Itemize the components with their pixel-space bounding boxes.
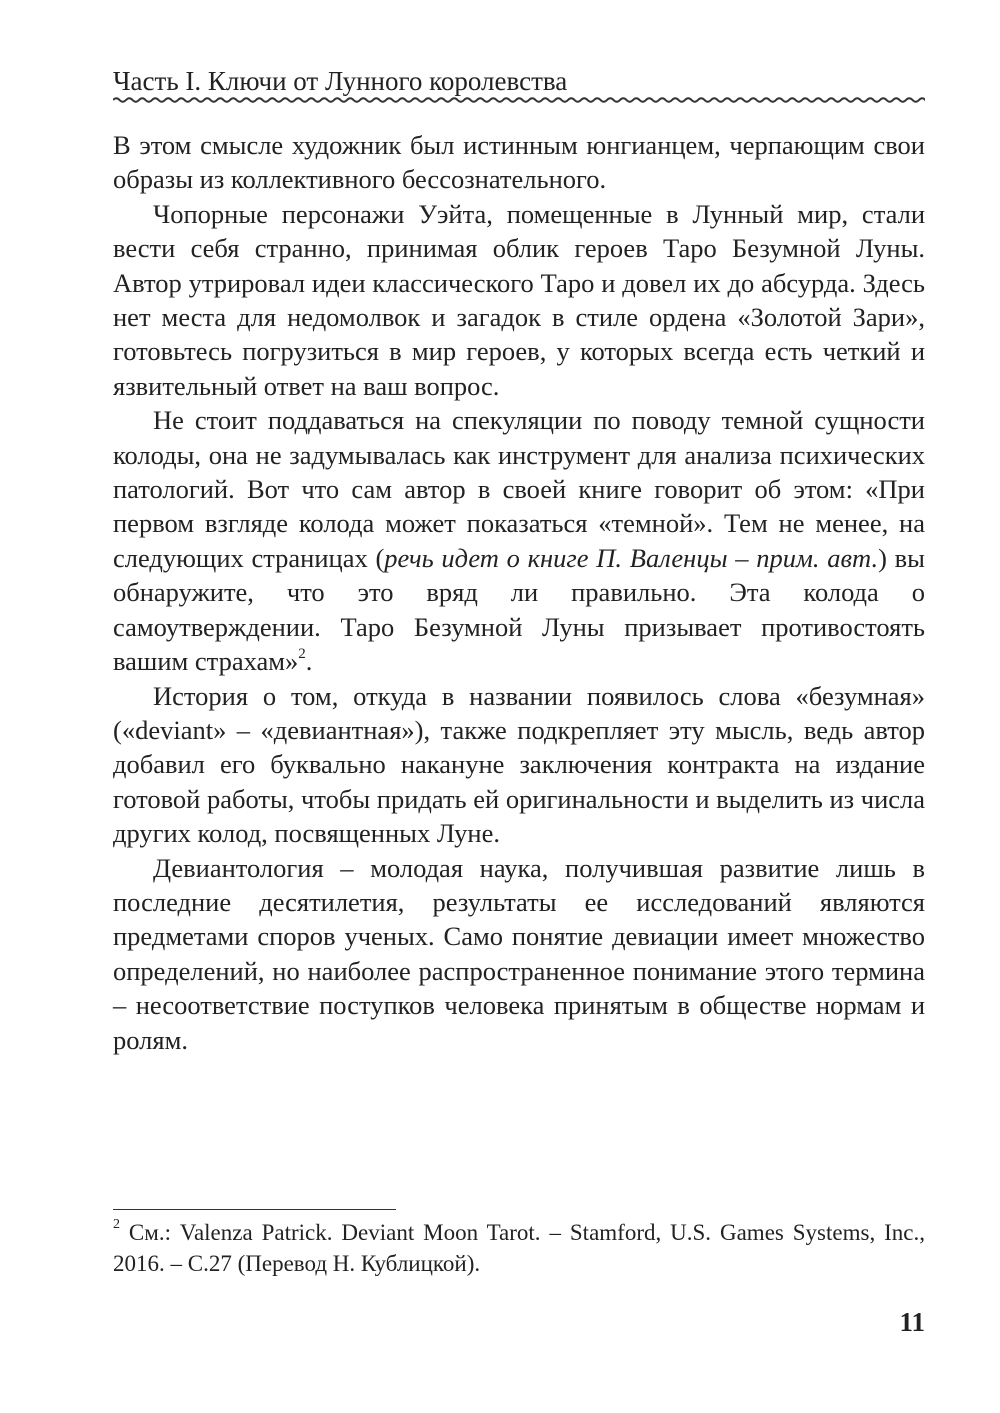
paragraph-3-text-a: Не стоит поддаваться на спекуляции по поводу темной сущности колоды, она не задумывалась как инструмент для анализа психических патологий. Вот что сам автор в своей книге говорит об этом: «При первом взгляде колода может показаться «темной». Тем не менее, на следующих страницах ( — [113, 405, 925, 573]
paragraph-2: Чопорные персонажи Уэйта, помещенные в Лунный мир, стали вести себя странно, принимая облик героев Таро Безумной Луны. Автор утрировал идеи классического Таро и довел их до абсурда. Здесь нет места для недомолвок и загадок в стиле ордена «Золотой Зари», готовьтесь погрузиться в мир героев, у которых всегда есть четкий и язвительный ответ на ваш вопрос. — [113, 198, 925, 401]
paragraph-3 — [113, 403, 925, 678]
footnote-divider — [113, 1209, 396, 1210]
footnote-reference[interactable]: 2 — [298, 646, 306, 663]
body-text — [113, 128, 925, 1057]
paragraph-3-italic-note: речь идет о книге П. Валенцы – прим. авт. — [384, 542, 879, 573]
footnote-marker: 2 — [113, 1217, 120, 1233]
paragraph-4: История о том, откуда в названии появилось слова «безумная» («deviant» – «девиантная»), также подкрепляет эту мысль, ведь автор добавил его буквально накануне заключения контракта на издание готовой работы, чтобы придать ей оригинальности и выделить из числа других колод, посвященных Луне. — [113, 680, 925, 849]
page-number: 11 — [899, 1307, 925, 1337]
footnote — [113, 1217, 925, 1279]
running-title: Часть I. Ключи от Лунного королевства — [113, 66, 568, 96]
wavy-divider — [113, 93, 925, 107]
footnote-text: См.: Valenza Patrick. Deviant Moon Tarot. – Stamford, U.S. Games Systems, Inc., 2016. – С.27 (Перевод Н. Кублицкой). — [113, 1220, 925, 1276]
paragraph-3-text-c: . — [305, 646, 313, 677]
paragraph-3-text-b: ) вы обнаружите, что это вряд ли правильно. Эта колода о самоутверждении. Таро Безумной Луны призывает противостоять вашим страхам» — [113, 542, 925, 677]
paragraph-1: В этом смысле художник был истинным юнгианцем, черпающим свои образы из коллективного бессознательного. — [113, 130, 925, 195]
paragraph-5: Девиантология – молодая наука, получившая развитие лишь в последние десятилетия, результаты ее исследований являются предметами споров ученых. Само понятие девиации имеет множество определений, но наиболее распространенное понимание этого термина – несоответствие поступков человека принятым в обществе нормам и ролям. — [113, 852, 925, 1055]
